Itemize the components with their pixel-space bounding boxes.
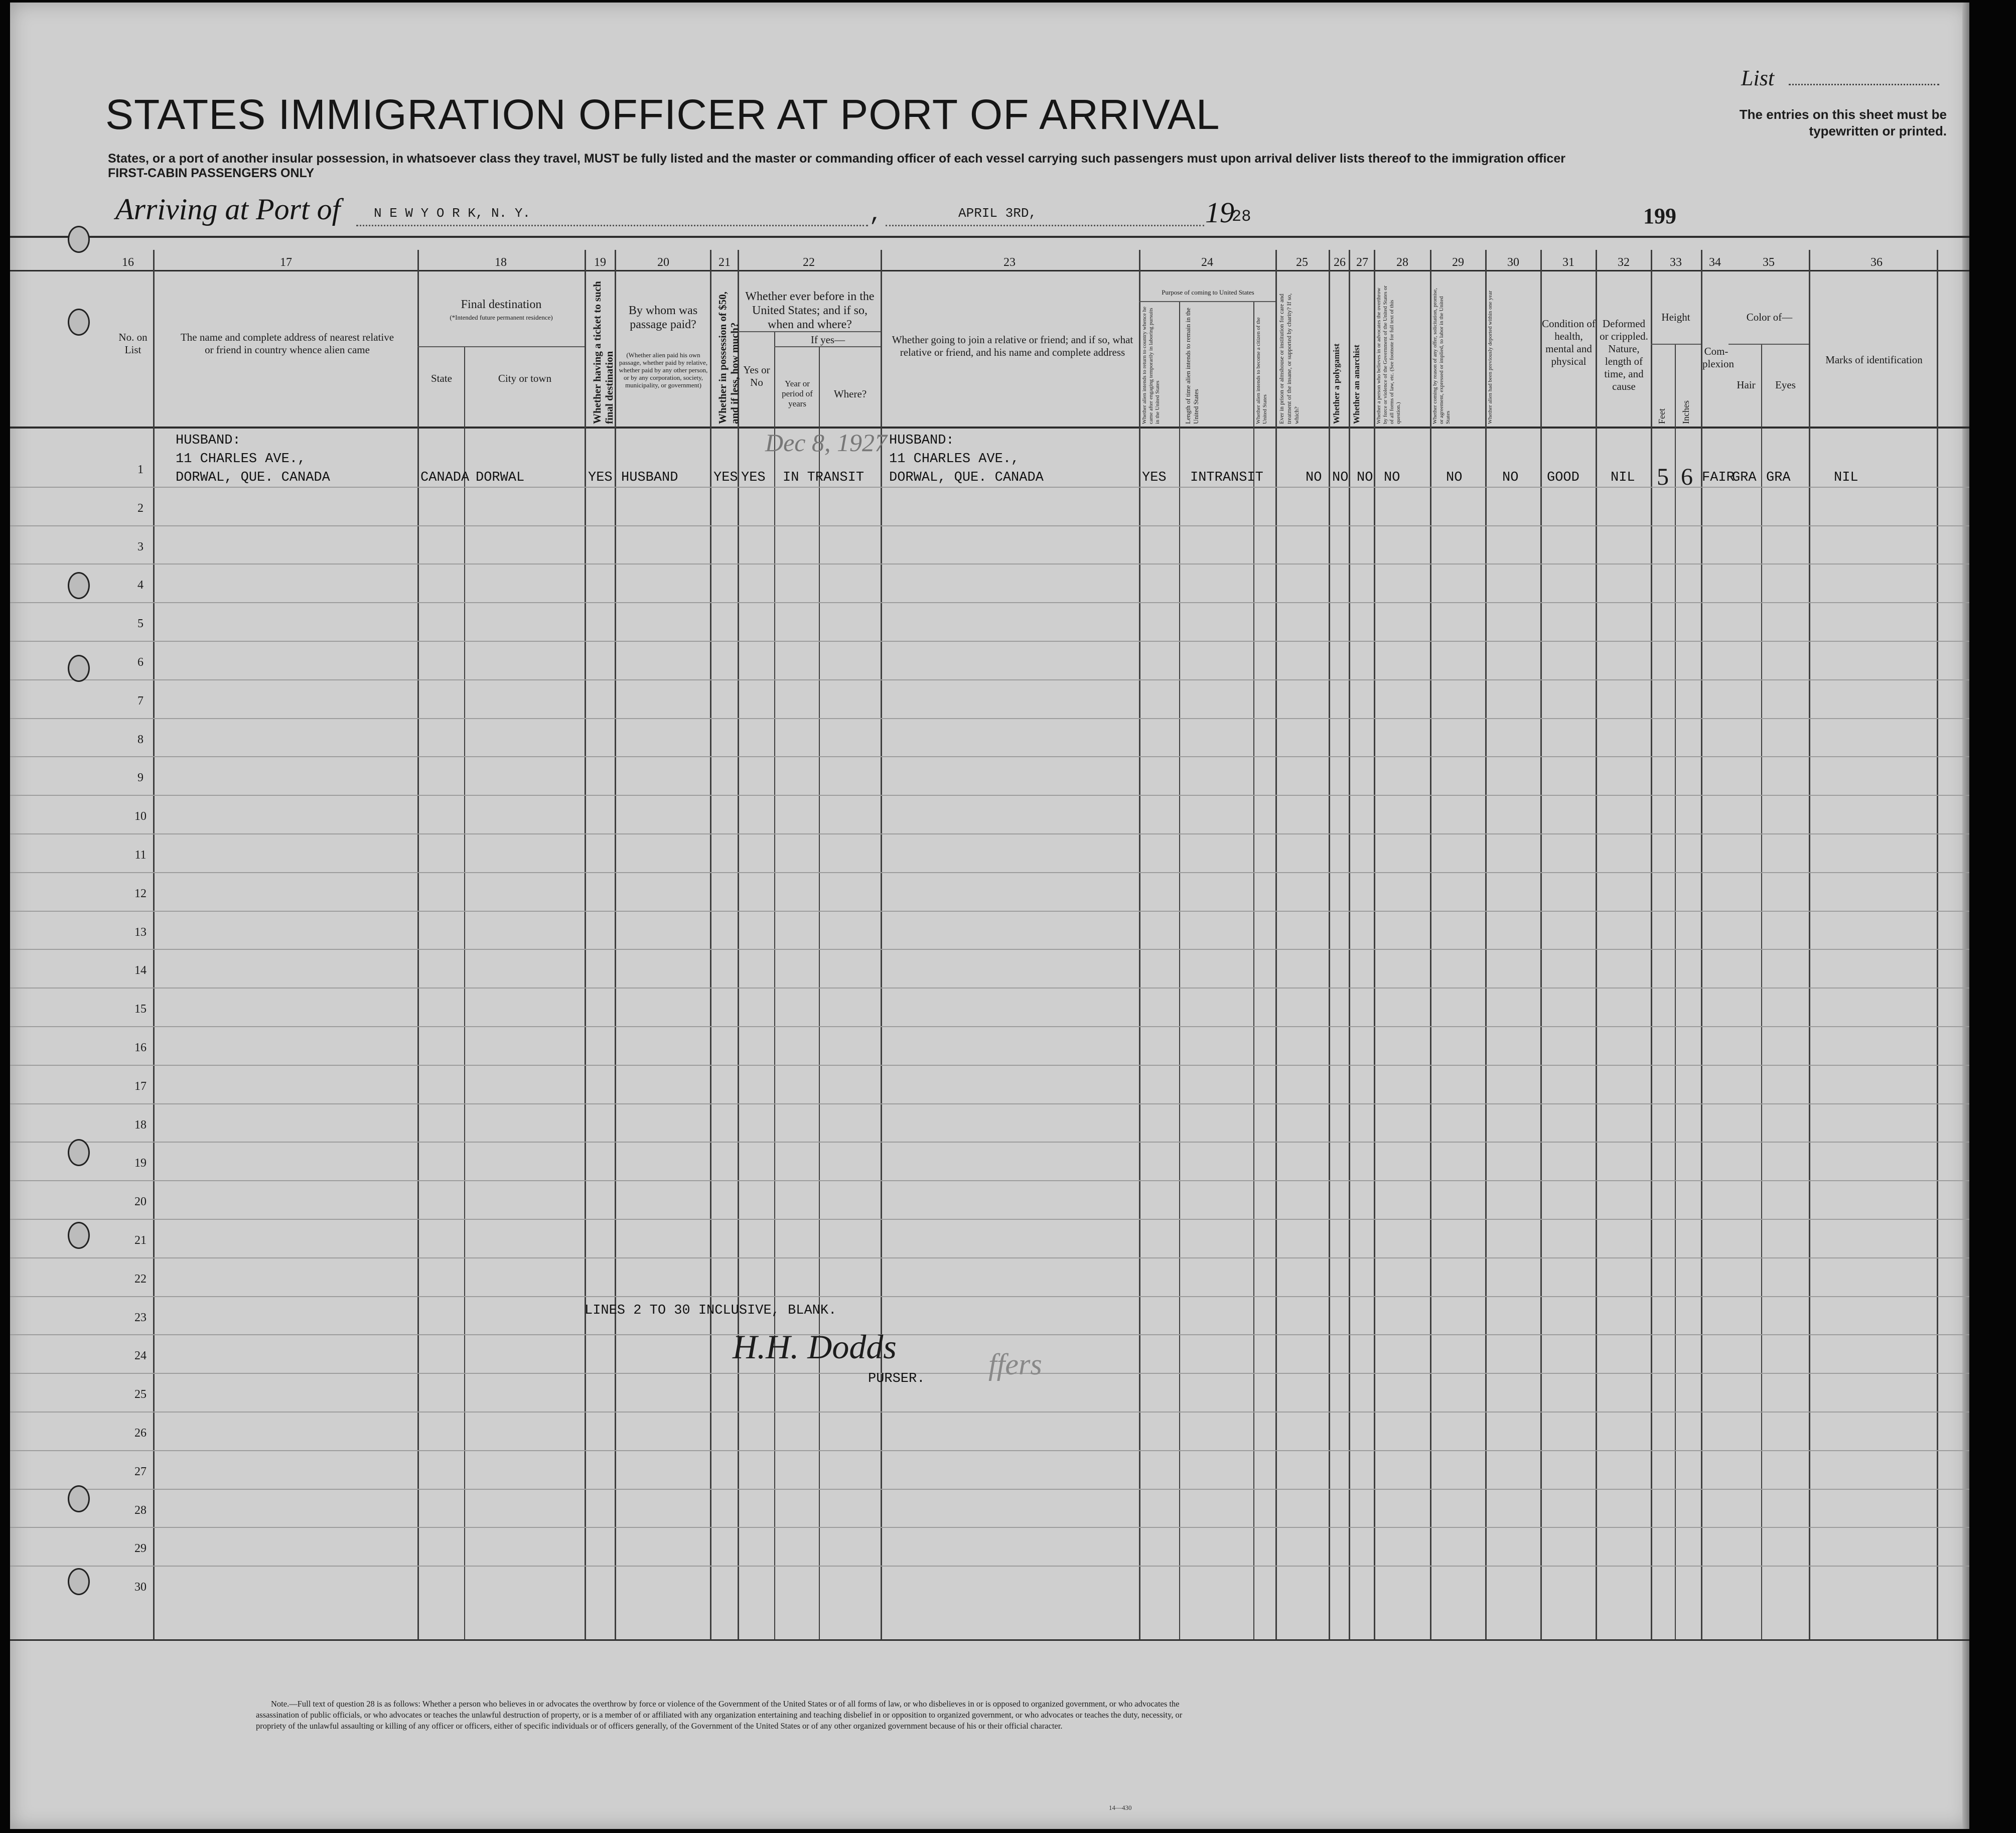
- entries-note: The entries on this sheet must be typewritten or printed.: [1739, 107, 1947, 138]
- cell-polygamist: NO: [1332, 470, 1349, 485]
- row-number: 16: [134, 1041, 147, 1054]
- col-divider: [464, 346, 465, 1640]
- row-divider: [10, 833, 1969, 834]
- header-final-destination-note: (*Intended future permanent residence): [450, 314, 553, 321]
- row-number: 18: [134, 1118, 147, 1132]
- col-num-30: 30: [1507, 256, 1519, 269]
- col-num-34: 34: [1709, 256, 1721, 269]
- cell-relative-line-1: HUSBAND:: [176, 433, 241, 448]
- col-num-35: 35: [1763, 256, 1775, 269]
- row-number: 20: [134, 1195, 147, 1209]
- row-divider: [10, 563, 1969, 565]
- row-divider: [10, 988, 1969, 989]
- row-divider: [10, 756, 1969, 757]
- col-num-27: 27: [1356, 256, 1368, 269]
- cell-anarchist: NO: [1357, 470, 1373, 485]
- cell-inches: 6: [1681, 464, 1693, 490]
- header-polygamist: Whether a polygamist: [1332, 343, 1341, 424]
- purser-signature: H.H. Dodds: [733, 1328, 897, 1366]
- binding-hole: [68, 309, 90, 336]
- header-inches: Inches: [1681, 400, 1691, 424]
- row-divider: [10, 641, 1969, 642]
- binding-hole: [68, 1139, 90, 1166]
- row-divider: [10, 1296, 1969, 1297]
- header-height: Height: [1661, 311, 1690, 323]
- row-divider: [10, 1450, 1969, 1451]
- row-divider: [10, 1257, 1969, 1258]
- header-city: City or town: [498, 372, 552, 384]
- row-divider: [10, 525, 1969, 526]
- row-number: 2: [137, 501, 143, 515]
- col-divider: [1349, 250, 1350, 1640]
- row-number: 3: [137, 540, 143, 553]
- row-number: 15: [134, 1003, 147, 1016]
- row-divider: [10, 1180, 1969, 1181]
- rule: [417, 346, 585, 347]
- cell-condition: GOOD: [1547, 470, 1579, 485]
- header-eyes: Eyes: [1775, 379, 1796, 391]
- cell-deformed: NIL: [1611, 470, 1635, 485]
- cell-ticket: YES: [588, 470, 613, 485]
- port-field: [356, 225, 868, 226]
- header-by-whom: By whom was passage paid?: [628, 304, 698, 331]
- binding-hole: [68, 1222, 90, 1249]
- header-money: Whether in possession of $50, and if less, how much?: [716, 292, 741, 424]
- row-number: 14: [134, 964, 147, 977]
- header-q28: Whether a person who believes in or advocates the overthrow by force or violence of the Government of the United States or of all forms of law, etc. (See footnote for full text of this question.): [1376, 286, 1401, 424]
- cell-relative-line-3: DORWAL, QUE. CANADA: [176, 470, 330, 485]
- col-num-29: 29: [1452, 256, 1464, 269]
- row-divider: [10, 1334, 1969, 1335]
- col-divider: [1761, 344, 1762, 1640]
- row-number: 19: [134, 1157, 147, 1170]
- row-divider: [10, 1412, 1969, 1413]
- row-number: 4: [137, 579, 143, 592]
- row-number: 21: [134, 1234, 147, 1247]
- row-divider: [10, 911, 1969, 912]
- cell-city: DORWAL: [476, 470, 525, 485]
- header-q29: Whether coming by reason of any offer, solicitation, promise, or agreement, expressed or implied, to labor in the United States: [1432, 288, 1451, 424]
- row-number: 7: [137, 694, 143, 708]
- row-number: 1: [137, 463, 143, 476]
- row-number: 28: [134, 1503, 147, 1517]
- col-num-23: 23: [1003, 256, 1016, 269]
- row-number: 29: [134, 1542, 147, 1556]
- row-divider: [10, 949, 1969, 950]
- header-deformed: Deformed or crippled. Nature, length of time, and cause: [1600, 318, 1648, 392]
- cell-q28: NO: [1384, 470, 1400, 485]
- binding-hole: [68, 226, 90, 253]
- row-number: 8: [137, 733, 143, 746]
- col-divider: [774, 331, 775, 1640]
- year-prefix: 19: [1205, 196, 1234, 229]
- binding-hole: [68, 1568, 90, 1595]
- handwritten-date-annotation: Dec 8, 1927: [765, 429, 887, 457]
- row-divider: [10, 1489, 1969, 1490]
- col-divider: [1275, 250, 1277, 1640]
- footnote-question-28: Note.—Full text of question 28 is as follows: Whether a person who believes in or advocates the overthrow by force or violence of the Government of the United States or of all forms of law, or who disbelieves in or is opposed to organized government, or who advocates the assassination of public officials, or who advocates or teaches the unlawful destruction of property, or is a member of or affiliated with any organization entertaining and teaching disbelief in or opposition to organized government, or who advocates or teaches the duty, necessity, or propriety of the unlawful assaulting or killing of any officer or officers, either of specific individuals or of officers generally, of the Government of the United States or of any other organized government because of his or their official character.: [256, 1699, 1183, 1731]
- cell-eyes: GRA: [1766, 470, 1791, 485]
- header-condition: Condition of health, mental and physical: [1542, 318, 1596, 367]
- row-number: 23: [134, 1311, 147, 1324]
- cell-hair: GRA: [1732, 470, 1757, 485]
- row-divider: [10, 718, 1969, 719]
- col-divider: [1485, 250, 1487, 1640]
- col-divider: [1253, 301, 1254, 1640]
- cell-join-line-1: HUSBAND:: [889, 433, 954, 448]
- header-prison: Ever in prison or almshouse or institution for care and treatment of the insane, or supported by charity? If so, which?: [1278, 293, 1300, 424]
- col-num-28: 28: [1396, 256, 1408, 269]
- row-divider: [10, 602, 1969, 603]
- rule: [774, 346, 881, 347]
- col-divider: [1675, 344, 1676, 1640]
- header-if-yes: If yes—: [810, 334, 845, 346]
- col-divider: [1374, 250, 1375, 1640]
- arriving-label: Arriving at Port of: [115, 193, 341, 226]
- header-marks: Marks of identification: [1825, 354, 1923, 366]
- row-divider: [10, 795, 1969, 796]
- header-purpose: Purpose of coming to United States: [1162, 289, 1254, 296]
- rule: [10, 270, 1969, 271]
- col-num-36: 36: [1870, 256, 1883, 269]
- form-code: 14—430: [1109, 1804, 1132, 1811]
- cell-marks: NIL: [1834, 470, 1858, 485]
- header-hair: Hair: [1737, 379, 1756, 391]
- header-purpose-return: Whether alien intends to return to country whence he came after engaging temporarily in laboring pursuits in the United States: [1141, 307, 1161, 424]
- row-divider: [10, 1527, 1969, 1528]
- handwritten-mark: ffers: [988, 1348, 1042, 1381]
- row-number: 26: [134, 1427, 147, 1440]
- col-num-17: 17: [280, 256, 292, 269]
- row-number: 13: [134, 925, 147, 939]
- col-num-24: 24: [1201, 256, 1213, 269]
- row-divider: [10, 1065, 1969, 1066]
- row-divider: [10, 487, 1969, 488]
- manifest-sheet: [10, 3, 1969, 1829]
- header-by-whom-note: (Whether alien paid his own passage, whether paid by relative, whether paid by any other person, or by any corporation, society, municipality, or government): [619, 351, 708, 389]
- col-num-31: 31: [1562, 256, 1574, 269]
- rule: [1651, 344, 1701, 345]
- list-field: [1789, 84, 1939, 85]
- cell-money: YES: [713, 470, 738, 485]
- cell-complexion: FAIR: [1702, 470, 1735, 485]
- header-state: State: [431, 372, 452, 384]
- header-no-on-list: No. on List: [118, 331, 148, 356]
- cell-length-stay: INTRANSIT: [1190, 470, 1263, 485]
- cell-q29: NO: [1446, 470, 1463, 485]
- row-number: 11: [134, 849, 147, 862]
- binding-hole: [68, 1485, 90, 1512]
- purser-label: PURSER.: [868, 1371, 925, 1386]
- col-num-32: 32: [1618, 256, 1630, 269]
- row-divider: [10, 1103, 1969, 1104]
- passenger-class: FIRST-CABIN PASSENGERS ONLY: [108, 166, 315, 180]
- blank-lines-remark: LINES 2 TO 30 INCLUSIVE, BLANK.: [585, 1303, 837, 1318]
- list-label: List: [1741, 66, 1775, 90]
- col-divider: [1430, 250, 1431, 1640]
- col-divider: [1651, 250, 1652, 1640]
- row-divider: [10, 1219, 1969, 1220]
- rule: [10, 236, 1969, 238]
- rule: [1729, 344, 1809, 345]
- col-num-21: 21: [718, 256, 731, 269]
- year-suffix: 28: [1232, 207, 1251, 226]
- row-number: 24: [134, 1349, 147, 1363]
- row-number: 5: [137, 617, 143, 631]
- col-divider: [881, 250, 882, 1640]
- col-num-22: 22: [803, 256, 815, 269]
- port-value: N E W Y O R K, N. Y.: [374, 206, 531, 221]
- cell-prison: NO: [1306, 470, 1322, 485]
- row-number: 30: [134, 1581, 147, 1594]
- cell-relative-line-2: 11 CHARLES AVE.,: [176, 452, 306, 467]
- col-divider: [819, 346, 820, 1640]
- header-feet: Feet: [1657, 408, 1667, 424]
- col-num-20: 20: [657, 256, 669, 269]
- comma: ,: [869, 202, 883, 227]
- row-number: 25: [134, 1388, 147, 1401]
- header-where: Where?: [833, 388, 867, 400]
- row-number: 6: [137, 656, 143, 669]
- col-divider: [585, 250, 586, 1640]
- row-divider: [10, 679, 1969, 680]
- col-divider: [1596, 250, 1597, 1640]
- cell-join-line-2: 11 CHARLES AVE.,: [889, 452, 1020, 467]
- col-divider: [615, 250, 616, 1640]
- row-divider: [10, 1566, 1969, 1567]
- cell-join-line-3: DORWAL, QUE. CANADA: [889, 470, 1044, 485]
- row-number: 10: [134, 810, 147, 823]
- page-edge: [1962, 3, 1969, 1829]
- row-divider: [10, 872, 1969, 873]
- cell-where: IN TRANSIT: [783, 470, 865, 485]
- col-divider: [1329, 250, 1330, 1640]
- col-divider: [1701, 250, 1702, 1640]
- col-divider: [1809, 250, 1810, 1640]
- col-divider: [1540, 250, 1542, 1640]
- header-nearest-relative: The name and complete address of nearest relative or friend in country whence alien came: [180, 331, 394, 356]
- row-number: 12: [134, 887, 147, 900]
- binding-hole: [68, 572, 90, 599]
- header-anarchist: Whether an anarchist: [1352, 344, 1361, 424]
- col-divider: [417, 250, 419, 1640]
- col-divider: [710, 250, 711, 1640]
- row-number: 22: [134, 1272, 147, 1286]
- header-purpose-citizen: Whether alien intends to become a citizen of the United States: [1255, 317, 1268, 424]
- header-join-relative: Whether going to join a relative or friend; and if so, what relative or friend, and his name and complete address: [892, 334, 1133, 358]
- row-number: 27: [134, 1465, 147, 1478]
- header-color-of: Color of—: [1746, 311, 1793, 323]
- cell-ever-before: YES: [741, 470, 766, 485]
- date-value: APRIL 3RD,: [958, 206, 1037, 221]
- header-yes-or-no: Yes or No: [743, 364, 770, 388]
- col-num-19: 19: [594, 256, 606, 269]
- binding-hole: [68, 655, 90, 682]
- header-final-destination: Final destination: [461, 298, 542, 311]
- header-ticket: Whether having a ticket to such final destination: [591, 281, 615, 424]
- sheet-number: 199: [1643, 204, 1676, 228]
- cell-state: CANADA: [420, 470, 470, 485]
- date-field: [886, 225, 1204, 226]
- row-divider: [10, 1142, 1969, 1143]
- header-complexion: Com-plexion: [1702, 345, 1734, 370]
- cell-feet: 5: [1657, 464, 1669, 490]
- row-number: 9: [137, 771, 143, 785]
- col-num-18: 18: [495, 256, 507, 269]
- row-divider: [10, 1026, 1969, 1027]
- header-purpose-length: Length of time alien intends to remain in the United States: [1184, 308, 1200, 424]
- row-number: 17: [134, 1079, 147, 1093]
- header-q30: Whether alien had been previously deported within one year: [1487, 291, 1493, 424]
- col-divider: [1937, 250, 1938, 1640]
- col-divider: [738, 250, 739, 1640]
- cell-return-intent: YES: [1142, 470, 1167, 485]
- form-subtitle: States, or a port of another insular possession, in whatsoever class they travel, MUST be fully listed and the master or commanding officer of each vessel carrying such passengers must upon arrival deliver lists thereof to the immigration officer: [108, 152, 1565, 166]
- col-num-16: 16: [122, 256, 134, 269]
- col-divider: [1139, 250, 1140, 1640]
- col-divider: [1179, 301, 1180, 1640]
- form-title: STATES IMMIGRATION OFFICER AT PORT OF ARRIVAL: [105, 91, 1220, 138]
- header-year-period: Year or period of years: [782, 379, 813, 408]
- cell-paid-by: HUSBAND: [621, 470, 678, 485]
- col-num-33: 33: [1670, 256, 1682, 269]
- col-num-26: 26: [1334, 256, 1346, 269]
- header-ever-before: Whether ever before in the United States; and if so, when and where?: [745, 290, 875, 331]
- rule: [1139, 301, 1275, 302]
- cell-q30: NO: [1502, 470, 1519, 485]
- col-num-25: 25: [1296, 256, 1308, 269]
